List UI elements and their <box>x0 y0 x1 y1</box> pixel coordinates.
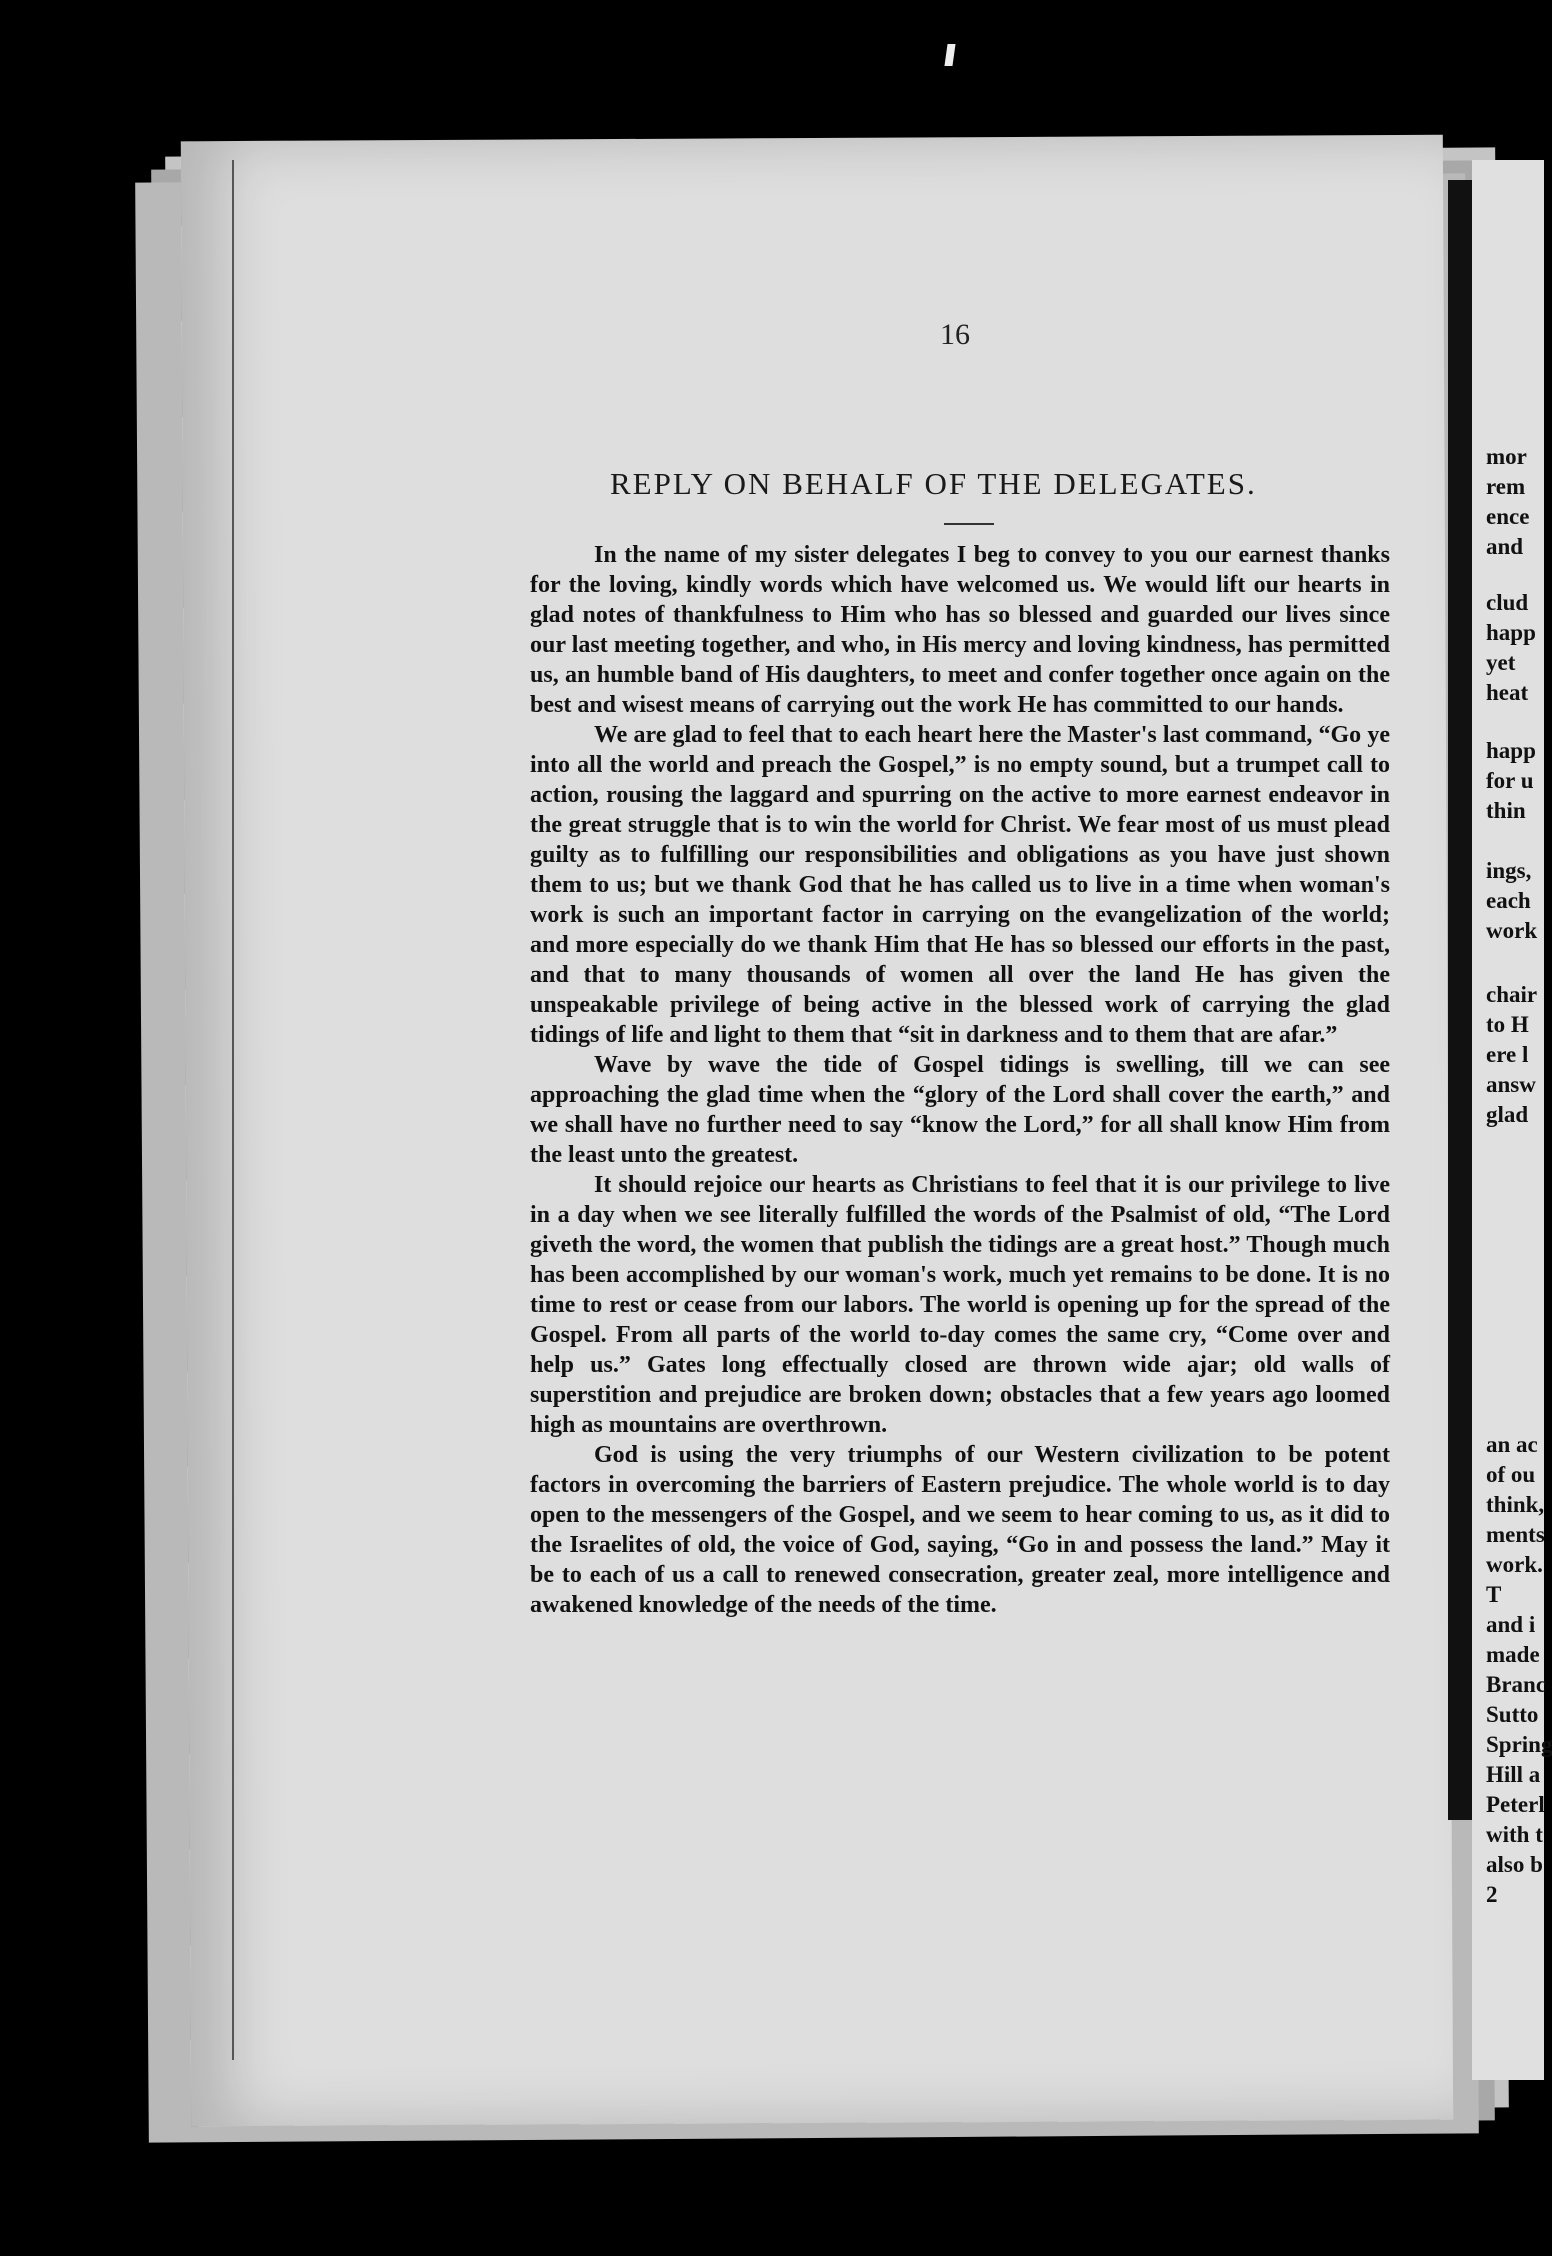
facing-fragment-2 <box>1486 588 1544 708</box>
paragraph-3: Wave by wave the tide of Gospel tidings is swelling, till we can see approaching the glad time when the “glory of the Lord shall cover the earth,” and we shall have no further need to say “know the Lord,” for all shall know Him from the least unto the greatest. <box>530 1052 1390 1168</box>
facing-line: 2 <box>1486 1882 1498 1907</box>
facing-fragment-4 <box>1486 856 1544 946</box>
facing-line: glad <box>1486 1102 1529 1127</box>
facing-line: answ <box>1486 1072 1536 1097</box>
facing-line: an ac <box>1486 1432 1538 1457</box>
facing-line: heat <box>1486 680 1529 705</box>
facing-line: for u <box>1486 768 1534 793</box>
facing-fragment-3 <box>1486 736 1544 826</box>
facing-line: Peterl <box>1486 1792 1545 1817</box>
facing-line: made <box>1486 1642 1540 1667</box>
facing-line: and <box>1486 534 1524 559</box>
facing-line: Branc <box>1486 1672 1547 1697</box>
section-title: REPLY ON BEHALF OF THE DELEGATES. <box>610 466 1257 501</box>
facing-line: Spring <box>1486 1732 1552 1757</box>
facing-line: ence <box>1486 504 1530 529</box>
facing-line: of ou <box>1486 1462 1536 1487</box>
facing-line: rem <box>1486 474 1526 499</box>
title-rule <box>944 523 994 525</box>
facing-line: ments <box>1486 1522 1545 1547</box>
facing-line: Hill a <box>1486 1762 1541 1787</box>
facing-line: happ <box>1486 738 1536 763</box>
body-text <box>530 540 1390 1620</box>
facing-line: and i <box>1486 1612 1536 1637</box>
facing-line: Sutto <box>1486 1702 1539 1727</box>
facing-line: think, <box>1486 1492 1545 1517</box>
facing-line: T <box>1486 1582 1502 1607</box>
facing-fragment-5 <box>1486 980 1544 1130</box>
book-gutter <box>1448 180 1472 1820</box>
facing-line: yet <box>1486 650 1516 675</box>
paragraph-2: We are glad to feel that to each heart here the Master's last command, “Go ye into all the world and preach the Gospel,” is no empty sound, but a trumpet call to action, rousing the laggard and spurring on the active to more earnest endeavor in the great struggle that is to win the world for Christ. We fear most of us must plead guilty as to fulfilling our responsibilities and obligations as you have just shown them to us; but we thank God that he has called us to live in a time when woman's work is such an important factor in carrying on the evangelization of the world; and more especially do we thank Him that He has so blessed our efforts in the past, and that to many thousands of women all over the land He has given the unspeakable privilege of being active in the blessed work of carrying the glad tidings of life and light to them that “sit in darkness and to them that are afar.” <box>530 722 1390 1048</box>
facing-line: each <box>1486 888 1531 913</box>
facing-line: work. <box>1486 1552 1543 1577</box>
facing-line: to H <box>1486 1012 1529 1037</box>
facing-fragment-6 <box>1486 1430 1552 1910</box>
paragraph-4: It should rejoice our hearts as Christians to feel that it is our privilege to live in a day when we see literally fulfilled the words of the Psalmist of old, “The Lord giveth the word, the women that publish the tidings are a great host.” Though much has been accomplished by our woman's work, much yet remains to be done. It is no time to rest or cease from our labors. The world is opening up for the spread of the Gospel. From all parts of the world to-day comes the same cry, “Come over and help us.” Gates long effectually closed are thrown wide ajar; old walls of superstition and prejudice are broken down; obstacles that a few years ago loomed high as mountains are overthrown. <box>530 1172 1390 1438</box>
facing-line: ere l <box>1486 1042 1529 1067</box>
paragraph-5: God is using the very triumphs of our Western civilization to be potent factors in overcoming the barriers of Eastern prejudice. The whole world is to day open to the messengers of the Gospel, and we seem to hear coming to us, as it did to the Israelites of old, the voice of God, saying, “Go in and possess the land.” May it be to each of us a call to renewed consecration, greater zeal, more intelligence and awakened knowledge of the needs of the time. <box>530 1442 1390 1618</box>
facing-fragment-1 <box>1486 442 1544 562</box>
facing-line: with t <box>1486 1822 1543 1847</box>
facing-line: chair <box>1486 982 1538 1007</box>
facing-line: happ <box>1486 620 1536 645</box>
facing-line: also b <box>1486 1852 1543 1877</box>
paragraph-1: In the name of my sister delegates I beg to convey to you our earnest thanks for the loving, kindly words which have welcomed us. We would lift our hearts in glad notes of thankfulness to Him who has so blessed and guarded our lives since our last meeting together, and who, in His mercy and loving kindness, has permitted us, an humble band of His daughters, to meet and confer together once again on the best and wisest means of carrying out the work He has committed to our hands. <box>530 542 1390 718</box>
page-edge-line <box>232 160 234 2060</box>
facing-line: work <box>1486 918 1538 943</box>
facing-line: thin <box>1486 798 1526 823</box>
facing-line: ings, <box>1486 858 1532 883</box>
film-mark <box>944 44 955 66</box>
facing-line: clud <box>1486 590 1529 615</box>
page-number: 16 <box>940 318 970 351</box>
facing-line: mor <box>1486 444 1527 469</box>
